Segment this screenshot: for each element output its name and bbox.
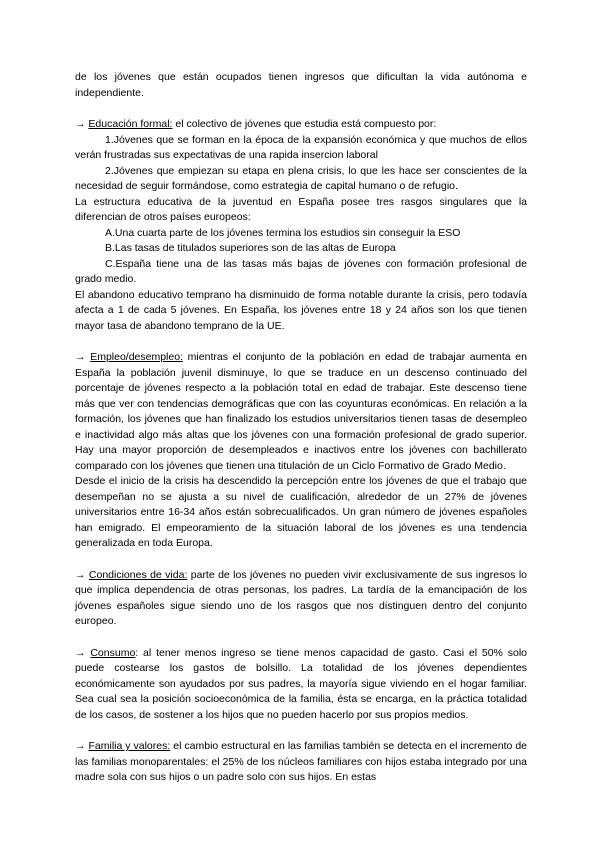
familia-text: el cambio estructural en las familias también se detecta en el incremento de las familias monoparentales: el 25% de los núcleos familiares con hijos estaba integrado por una madre sola con sus hijos o un padre solo con sus hijos. En estas: [75, 740, 527, 783]
spacer: [75, 630, 527, 646]
familia-paragraph: [75, 739, 527, 786]
spacer: [75, 101, 527, 117]
empleo-text: mientras el conjunto de la población en edad de trabajar aumenta en España la población juvenil disminuye, lo que se traduce en un descenso continuado del porcentaje de jóvenes respecto a la población total en edad de trabajar. Este descenso tiene más que ver con tendencias demográficas que con las coyunturas económicas. En relación a la formación, los jóvenes que han finalizado los estudios universitarios tienen tasas de desempleo e inactividad algo más altas que los jóvenes con una formación profesional de grado superior. Hay una mayor proporción de desempleados e inactivos entre los jóvenes con bachillerato comparado con los jóvenes que tienen una titulación de un Ciclo Formativo de Grado Medio.: [75, 351, 527, 472]
consumo-paragraph: [75, 646, 527, 724]
educacion-item-2: 2.Jóvenes que empiezan su etapa en plena crisis, lo que les hace ser conscientes de la necesidad de seguir formándose, como estrategia de capital humano o de refugio.: [75, 164, 527, 192]
educacion-rasgo-a: A.Una cuarta parte de los jóvenes termina los estudios sin conseguir la ESO: [105, 226, 461, 239]
arrow-icon: →: [75, 568, 86, 581]
empleo-heading: Empleo/desempleo:: [90, 351, 183, 363]
educacion-rasgo-c: C.España tiene una de las tasas más bajas de jóvenes con formación profesional de grado medio.: [75, 257, 527, 285]
intro-paragraph: de los jóvenes que están ocupados tienen ingresos que dificultan la vida autónoma e independiente.: [75, 71, 527, 99]
condiciones-heading: Condiciones de vida:: [88, 568, 188, 581]
condiciones-text: parte de los jóvenes no pueden vivir exclusivamente de sus ingresos lo que implica dependencia de otras personas, los padres. La tardía de la emancipación de los jóvenes españoles sigue siendo uno de los rasgos que nos distinguen dentro del conjunto europeo.: [75, 568, 528, 627]
empleo-paragraph: [75, 350, 527, 474]
spacer: [75, 723, 527, 739]
arrow-icon: →: [75, 118, 86, 130]
spacer: [75, 334, 527, 350]
empleo-paragraph-2: Desde el inicio de la crisis ha descendido la percepción entre los jóvenes de que el trabajo que desempeñan no se ajusta a su nivel de cualificación, alrededor de un 27% de jóvenes universitarios entre 16-34 años están sobrecualificados. Un gran número de jóvenes españoles han emigrado. El empeoramiento de la situación laboral de los jóvenes es una tendencia generalizada en toda Europa.: [75, 475, 527, 549]
consumo-text: : al tener menos ingreso se tiene menos capacidad de gasto. Casi el 50% solo puede costearse los gastos de bolsillo. La totalidad de los jóvenes dependientes económicamente son ayudados por sus padres, la mayoría sigue viviendo en el hogar familiar. Sea cual sea la posición socioeconómica de la familia, ésta se encarga, en la práctica totalidad de los casos, de sostener a los hijos que no pueden hacerlo por sus propios medios.: [75, 646, 527, 721]
educacion-paragraph: [75, 117, 527, 133]
familia-heading: Familia y valores:: [88, 740, 171, 752]
document-body: [75, 70, 527, 786]
arrow-icon: →: [75, 646, 86, 659]
educacion-estructura: La estructura educativa de la juventud en España posee tres rasgos singulares que la diferencian de otros países europeos:: [75, 195, 527, 223]
educacion-abandono: El abandono educativo temprano ha disminuido de forma notable durante la crisis, pero todavía afecta a 1 de cada 5 jóvenes. En España, los jóvenes entre 18 y 24 años son los que tienen mayor tasa de abandono temprano de la UE.: [75, 288, 527, 332]
condiciones-paragraph: [75, 568, 527, 630]
educacion-lead: el colectivo de jóvenes que estudia está compuesto por:: [172, 118, 437, 130]
educacion-heading: Educación formal:: [88, 118, 173, 130]
educacion-rasgo-b: B.Las tasas de titulados superiores son de las altas de Europa: [105, 242, 396, 254]
arrow-icon: →: [75, 351, 86, 363]
spacer: [75, 552, 527, 568]
arrow-icon: →: [75, 740, 86, 752]
consumo-heading: Consumo: [90, 646, 136, 659]
educacion-item-1: 1.Jóvenes que se forman en la época de la expansión económica y que muchos de ellos verán frustradas sus expectativas de una rapida insercion laboral: [75, 133, 527, 161]
